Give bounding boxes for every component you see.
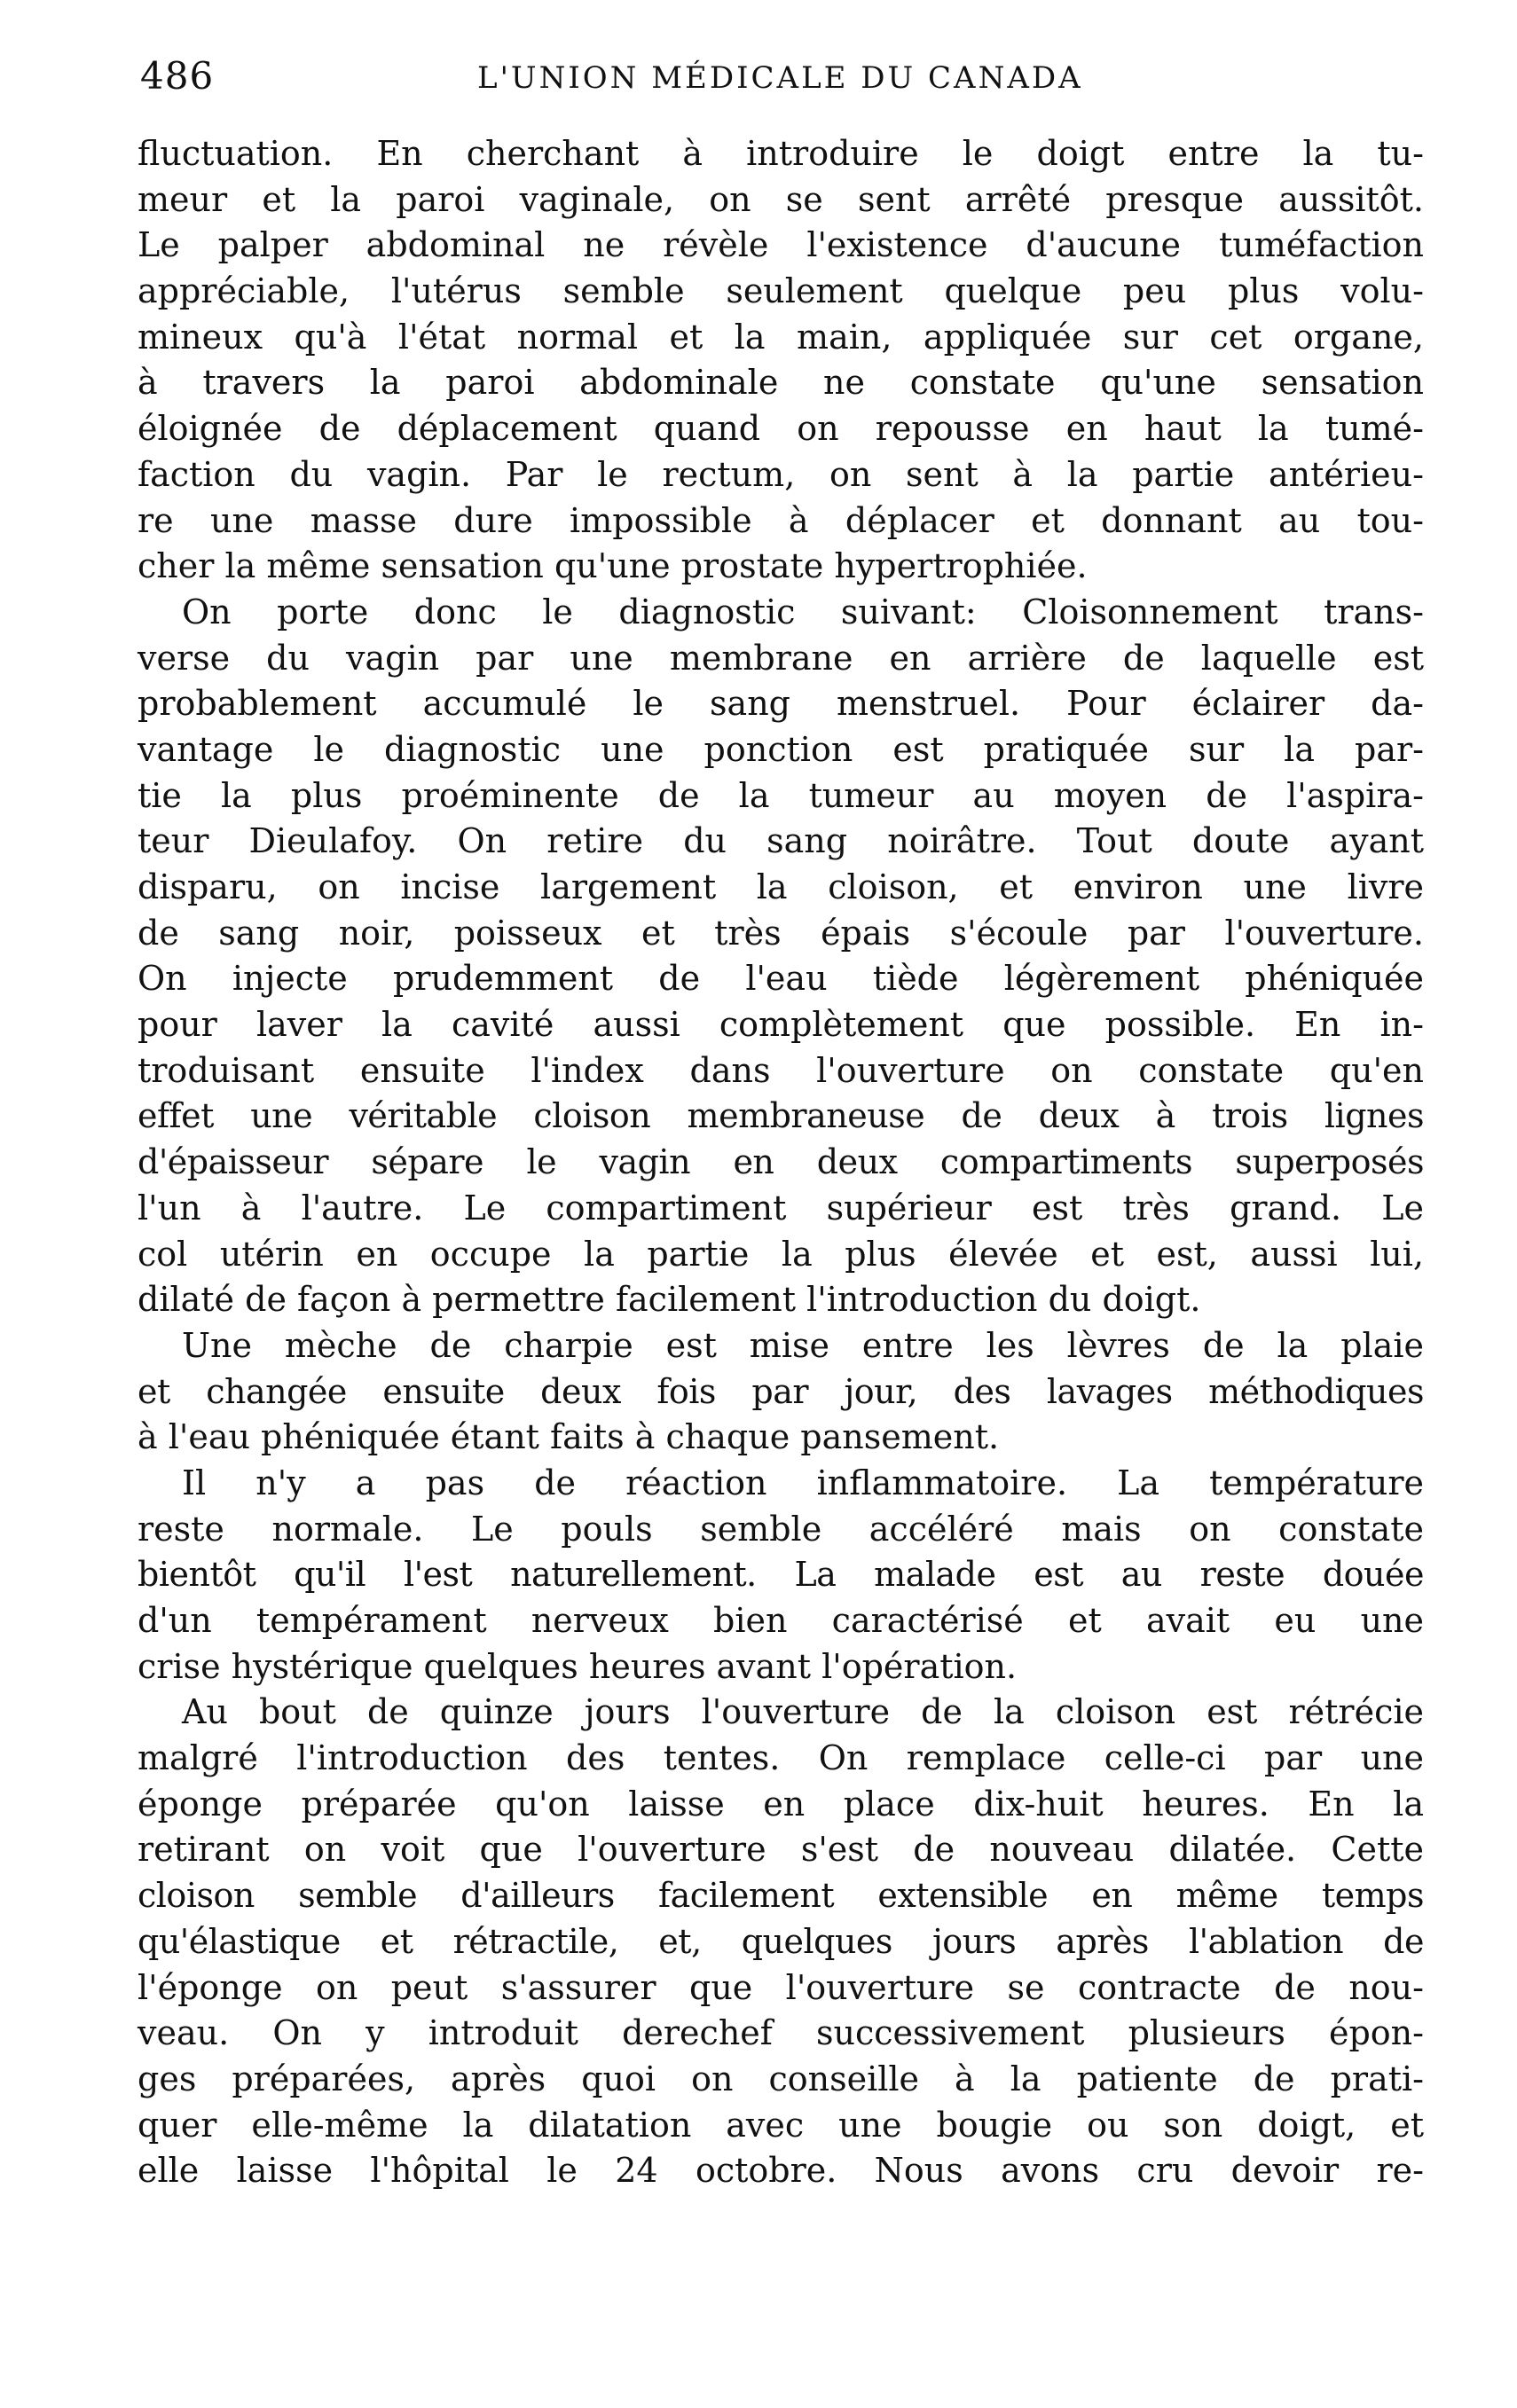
- text-line: teur Dieulafoy. On retire du sang noirâtre. Tout doute ayant: [138, 821, 1424, 861]
- text-line: cloison semble d'ailleurs facilement extensible en même temps: [138, 1876, 1424, 1916]
- text-line: l'un à l'autre. Le compartiment supérieur est très grand. Le: [138, 1188, 1424, 1228]
- text-line: effet une véritable cloison membraneuse de deux à trois lignes: [138, 1096, 1424, 1136]
- text-line: On injecte prudemment de l'eau tiède légèrement phéniquée: [138, 959, 1424, 999]
- text-line: reste normale. Le pouls semble accéléré mais on constate: [138, 1509, 1424, 1549]
- text-line: retirant on voit que l'ouverture s'est de nouveau dilatée. Cette: [138, 1830, 1424, 1870]
- text-line: On porte donc le diagnostic suivant: Cloisonnement trans-: [182, 592, 1424, 631]
- text-line: malgré l'introduction des tentes. On remplace celle-ci par une: [138, 1738, 1424, 1778]
- body-text: [138, 131, 1424, 2194]
- text-line: elle laisse l'hôpital le 24 octobre. Nous avons cru devoir re-: [138, 2151, 1424, 2191]
- text-line: appréciable, l'utérus semble seulement quelque peu plus volu-: [138, 271, 1424, 311]
- text-line: d'épaisseur sépare le vagin en deux compartiments superposés: [138, 1142, 1424, 1182]
- text-line: dilaté de façon à permettre facilement l'introduction du doigt.: [138, 1280, 1201, 1320]
- text-line: à travers la paroi abdominale ne constate qu'une sensation: [138, 363, 1424, 403]
- text-line: et changée ensuite deux fois par jour, des lavages méthodiques: [138, 1371, 1424, 1411]
- text-line: probablement accumulé le sang menstruel. Pour éclairer da-: [138, 684, 1424, 724]
- text-line: de sang noir, poisseux et très épais s'écoule par l'ouverture.: [138, 913, 1424, 953]
- text-line: crise hystérique quelques heures avant l'opération.: [138, 1646, 1018, 1686]
- text-line: veau. On y introduit derechef successivement plusieurs épon-: [138, 2013, 1424, 2053]
- text-line: Une mèche de charpie est mise entre les lèvres de la plaie: [182, 1325, 1424, 1365]
- text-line: Il n'y a pas de réaction inflammatoire. La température: [182, 1463, 1424, 1502]
- text-line: meur et la paroi vaginale, on se sent arrêté presque aussitôt.: [138, 179, 1424, 219]
- journal-title: L'UNION MÉDICALE DU CANADA: [477, 60, 1083, 96]
- running-head: [140, 50, 1428, 103]
- text-line: vantage le diagnostic une ponction est pratiquée sur la par-: [138, 729, 1424, 769]
- page-number: 486: [140, 54, 215, 98]
- text-line: mineux qu'à l'état normal et la main, appliquée sur cet organe,: [138, 317, 1424, 357]
- text-line: ges préparées, après quoi on conseille à la patiente de prati-: [138, 2059, 1424, 2098]
- text-line: tie la plus proéminente de la tumeur au moyen de l'aspira-: [138, 775, 1424, 815]
- text-line: verse du vagin par une membrane en arrière de laquelle est: [138, 638, 1424, 678]
- text-line: re une masse dure impossible à déplacer et donnant au tou-: [138, 500, 1424, 540]
- text-line: bientôt qu'il l'est naturellement. La malade est au reste douée: [138, 1555, 1424, 1595]
- text-line: troduisant ensuite l'index dans l'ouverture on constate qu'en: [138, 1050, 1424, 1090]
- text-line: disparu, on incise largement la cloison, et environ une livre: [138, 867, 1424, 906]
- text-line: Au bout de quinze jours l'ouverture de la cloison est rétrécie: [182, 1692, 1424, 1732]
- text-line: à l'eau phéniquée étant faits à chaque pansement.: [138, 1417, 1000, 1457]
- text-line: faction du vagin. Par le rectum, on sent à la partie antérieu-: [138, 454, 1424, 494]
- text-line: l'éponge on peut s'assurer que l'ouverture se contracte de nou-: [138, 1967, 1424, 2007]
- text-line: éponge préparée qu'on laisse en place dix-huit heures. En la: [138, 1784, 1424, 1824]
- text-line: cher la même sensation qu'une prostate hypertrophiée.: [138, 546, 1088, 586]
- text-line: éloignée de déplacement quand on repousse en haut la tumé-: [138, 409, 1424, 449]
- text-line: quer elle-même la dilatation avec une bougie ou son doigt, et: [138, 2105, 1424, 2145]
- text-line: fluctuation. En cherchant à introduire le doigt entre la tu-: [138, 134, 1424, 173]
- text-line: qu'élastique et rétractile, et, quelques jours après l'ablation de: [138, 1921, 1424, 1961]
- text-line: pour laver la cavité aussi complètement que possible. En in-: [138, 1005, 1424, 1045]
- text-line: col utérin en occupe la partie la plus élevée et est, aussi lui,: [138, 1234, 1424, 1274]
- text-line: d'un tempérament nerveux bien caractérisé et avait eu une: [138, 1601, 1424, 1640]
- text-line: Le palper abdominal ne révèle l'existence d'aucune tuméfaction: [138, 225, 1424, 265]
